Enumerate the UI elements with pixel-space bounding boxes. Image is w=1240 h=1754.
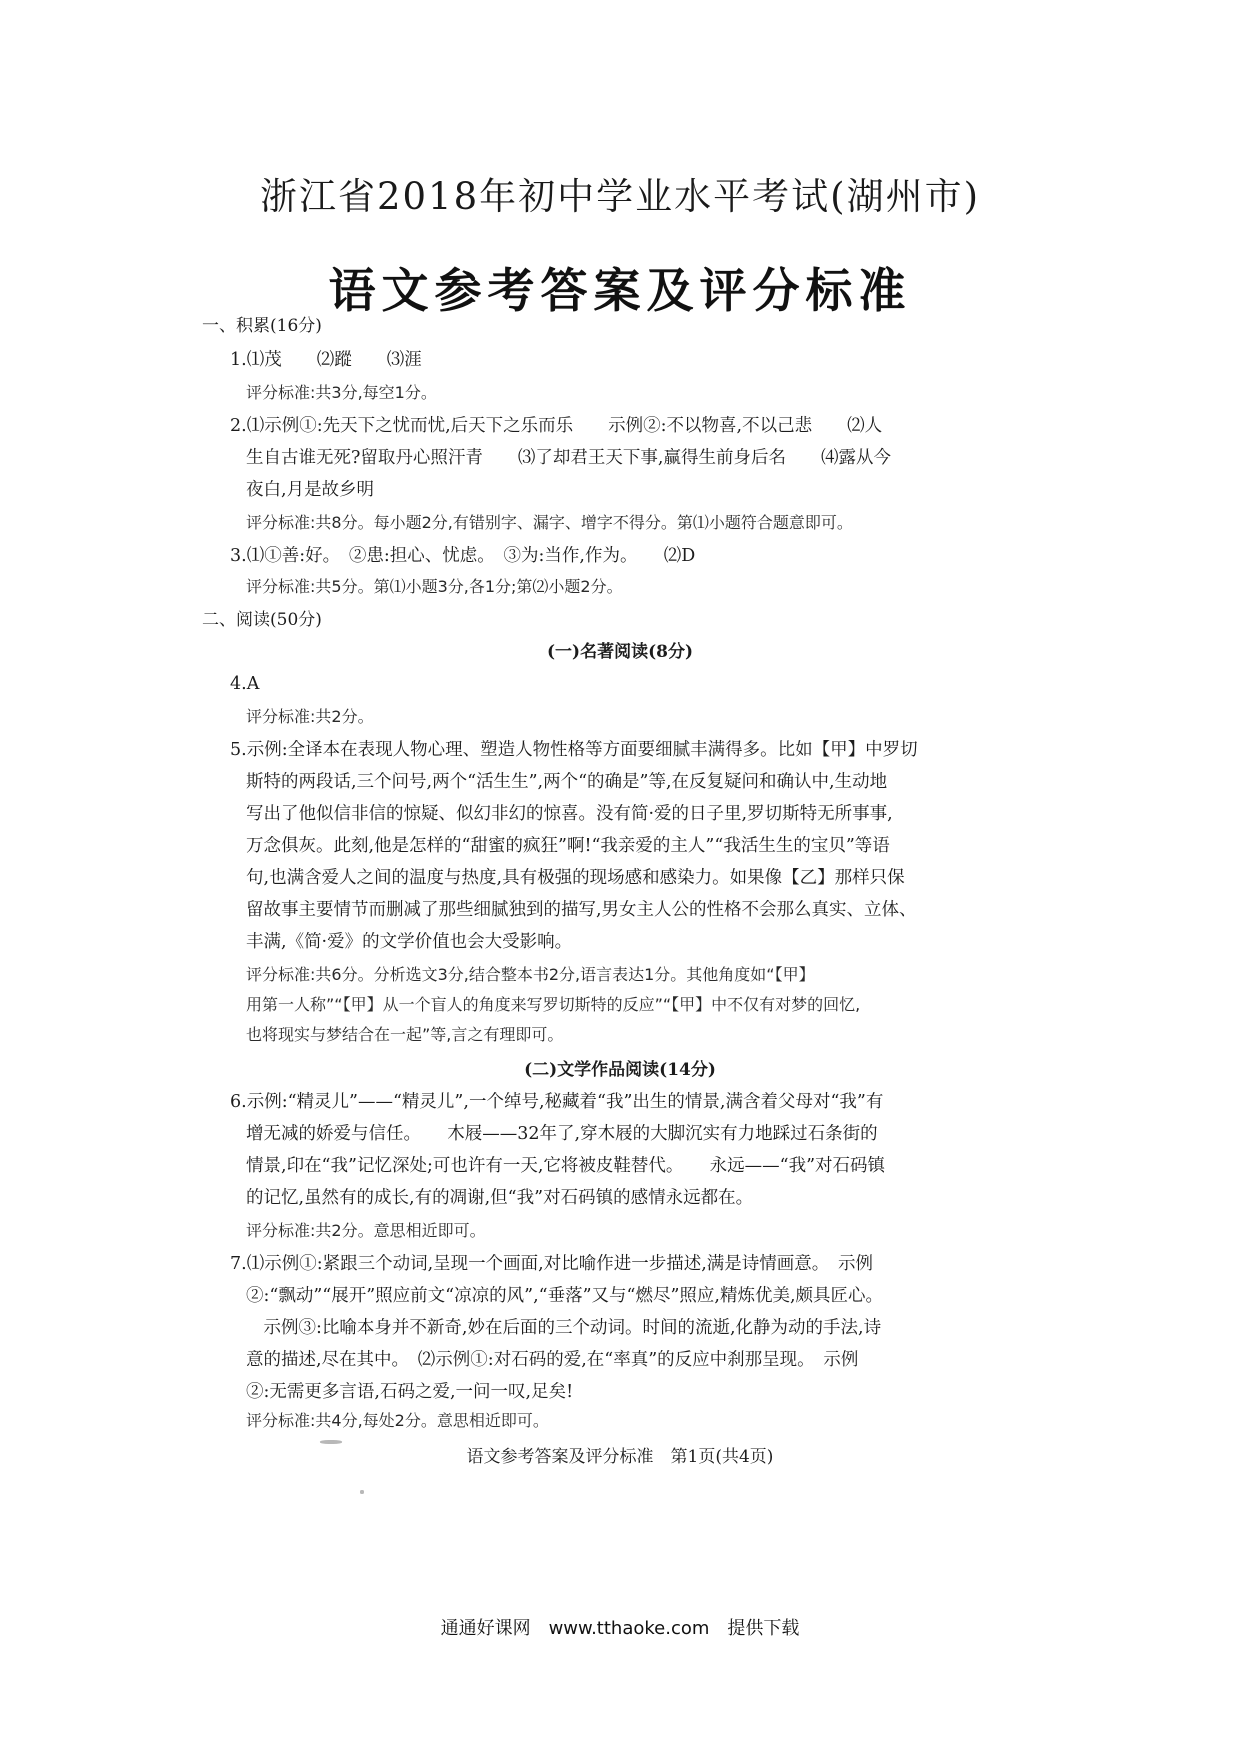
q5-line-1: 5.示例:全译本在表现人物心理、塑造人物性格等方面要细腻丰满得多。比如【甲】中罗切 (230, 740, 918, 760)
section1-heading: 一、积累(16分) (202, 316, 322, 336)
q4-standard: 评分标准:共2分。 (246, 707, 374, 726)
part1-heading: (一)名著阅读(8分) (546, 642, 693, 662)
q2-line-1: 2.⑴示例①:先天下之忧而忧,后天下之乐而乐 示例②:不以物喜,不以己悲 ⑵人 (230, 416, 883, 436)
q6-line-1: 6.示例:“精灵儿”——“精灵儿”,一个绰号,秘藏着“我”出生的情景,满含着父母对“我”有 (230, 1092, 884, 1112)
section2-heading: 二、阅读(50分) (202, 610, 322, 630)
q7-line-5: ②:无需更多言语,石码之爱,一问一叹,足矣! (246, 1382, 574, 1402)
part2-heading: (二)文学作品阅读(14分) (524, 1060, 716, 1080)
q7-line-2: ②:“飘动”“展开”照应前文“凉凉的风”,“垂落”又与“燃尽”照应,精炼优美,颇具匠心。 (246, 1286, 884, 1306)
q7-line-4: 意的描述,尽在其中。 ⑵示例①:对石码的爱,在“率真”的反应中刹那呈现。 示例 (246, 1350, 859, 1370)
q2-line-3: 夜白,月是故乡明 (246, 480, 375, 500)
q2-line-2: 生自古谁无死?留取丹心照汗青 ⑶了却君王天下事,赢得生前身后名 ⑷露从今 (246, 448, 891, 468)
exam-title: 浙江省2018年初中学业水平考试(湖州市) (259, 175, 981, 218)
q1-standard: 评分标准:共3分,每空1分。 (246, 383, 437, 402)
q7-line-3: 示例③:比喻本身并不新奇,妙在后面的三个动词。时间的流逝,化静为动的手法,诗 (246, 1318, 882, 1338)
scan-dot (360, 1490, 364, 1494)
q5-line-5: 句,也满含爱人之间的温度与热度,具有极强的现场感和感染力。如果像【乙】那样只保 (246, 868, 905, 888)
q6-standard: 评分标准:共2分。意思相近即可。 (246, 1221, 486, 1240)
q2-standard: 评分标准:共8分。每小题2分,有错别字、漏字、增字不得分。第⑴小题符合题意即可。 (246, 513, 853, 532)
q5-standard-line-1: 评分标准:共6分。分析选文3分,结合整本书2分,语言表达1分。其他角度如“【甲】 (246, 965, 815, 984)
q6-line-2: 增无减的娇爱与信任。 木屐——32年了,穿木屐的大脚沉实有力地踩过石条街的 (246, 1124, 878, 1144)
q5-standard-line-3: 也将现实与梦结合在一起”等,言之有理即可。 (246, 1025, 564, 1044)
q3-answer: 3.⑴①善:好。 ②患:担心、忧虑。 ③为:当作,作为。 ⑵D (230, 546, 696, 566)
q5-line-3: 写出了他似信非信的惊疑、似幻非幻的惊喜。没有简·爱的日子里,罗切斯特无所事事, (246, 804, 893, 824)
scan-smudge (320, 1440, 342, 1444)
q3-standard: 评分标准:共5分。第⑴小题3分,各1分;第⑵小题2分。 (246, 577, 623, 596)
q7-standard: 评分标准:共4分,每处2分。意思相近即可。 (246, 1411, 549, 1430)
q5-line-4: 万念俱灰。此刻,他是怎样的“甜蜜的疯狂”啊!“我亲爱的主人”“我活生生的宝贝”等语 (246, 836, 890, 856)
q4-answer: 4.A (230, 674, 260, 694)
q5-line-6: 留故事主要情节而删减了那些细腻独到的描写,男女主人公的性格不会那么真实、立体、 (246, 900, 917, 920)
q5-line-7: 丰满,《简·爱》的文学价值也会大受影响。 (246, 932, 573, 952)
q5-line-2: 斯特的两段话,三个问号,两个“活生生”,两个“的确是”等,在反复疑问和确认中,生动地 (246, 772, 888, 792)
q1-answer: 1.⑴茂 ⑵蹤 ⑶涯 (230, 350, 422, 370)
download-source-note: 通通好课网 www.tthaoke.com 提供下载 (440, 1618, 800, 1639)
q6-line-3: 情景,印在“我”记忆深处;可也许有一天,它将被皮鞋替代。 永远——“我”对石码镇 (246, 1156, 886, 1176)
page-footer: 语文参考答案及评分标准 第1页(共4页) (466, 1447, 774, 1467)
q6-line-4: 的记忆,虽然有的成长,有的凋谢,但“我”对石码镇的感情永远都在。 (246, 1188, 754, 1208)
q7-line-1: 7.⑴示例①:紧跟三个动词,呈现一个画面,对比喻作进一步描述,满是诗情画意。 示例 (230, 1254, 874, 1274)
document-subtitle: 语文参考答案及评分标准 (328, 264, 912, 319)
q5-standard-line-2: 用第一人称”“【甲】从一个盲人的角度来写罗切斯特的反应”“【甲】中不仅有对梦的回忆, (246, 995, 861, 1014)
